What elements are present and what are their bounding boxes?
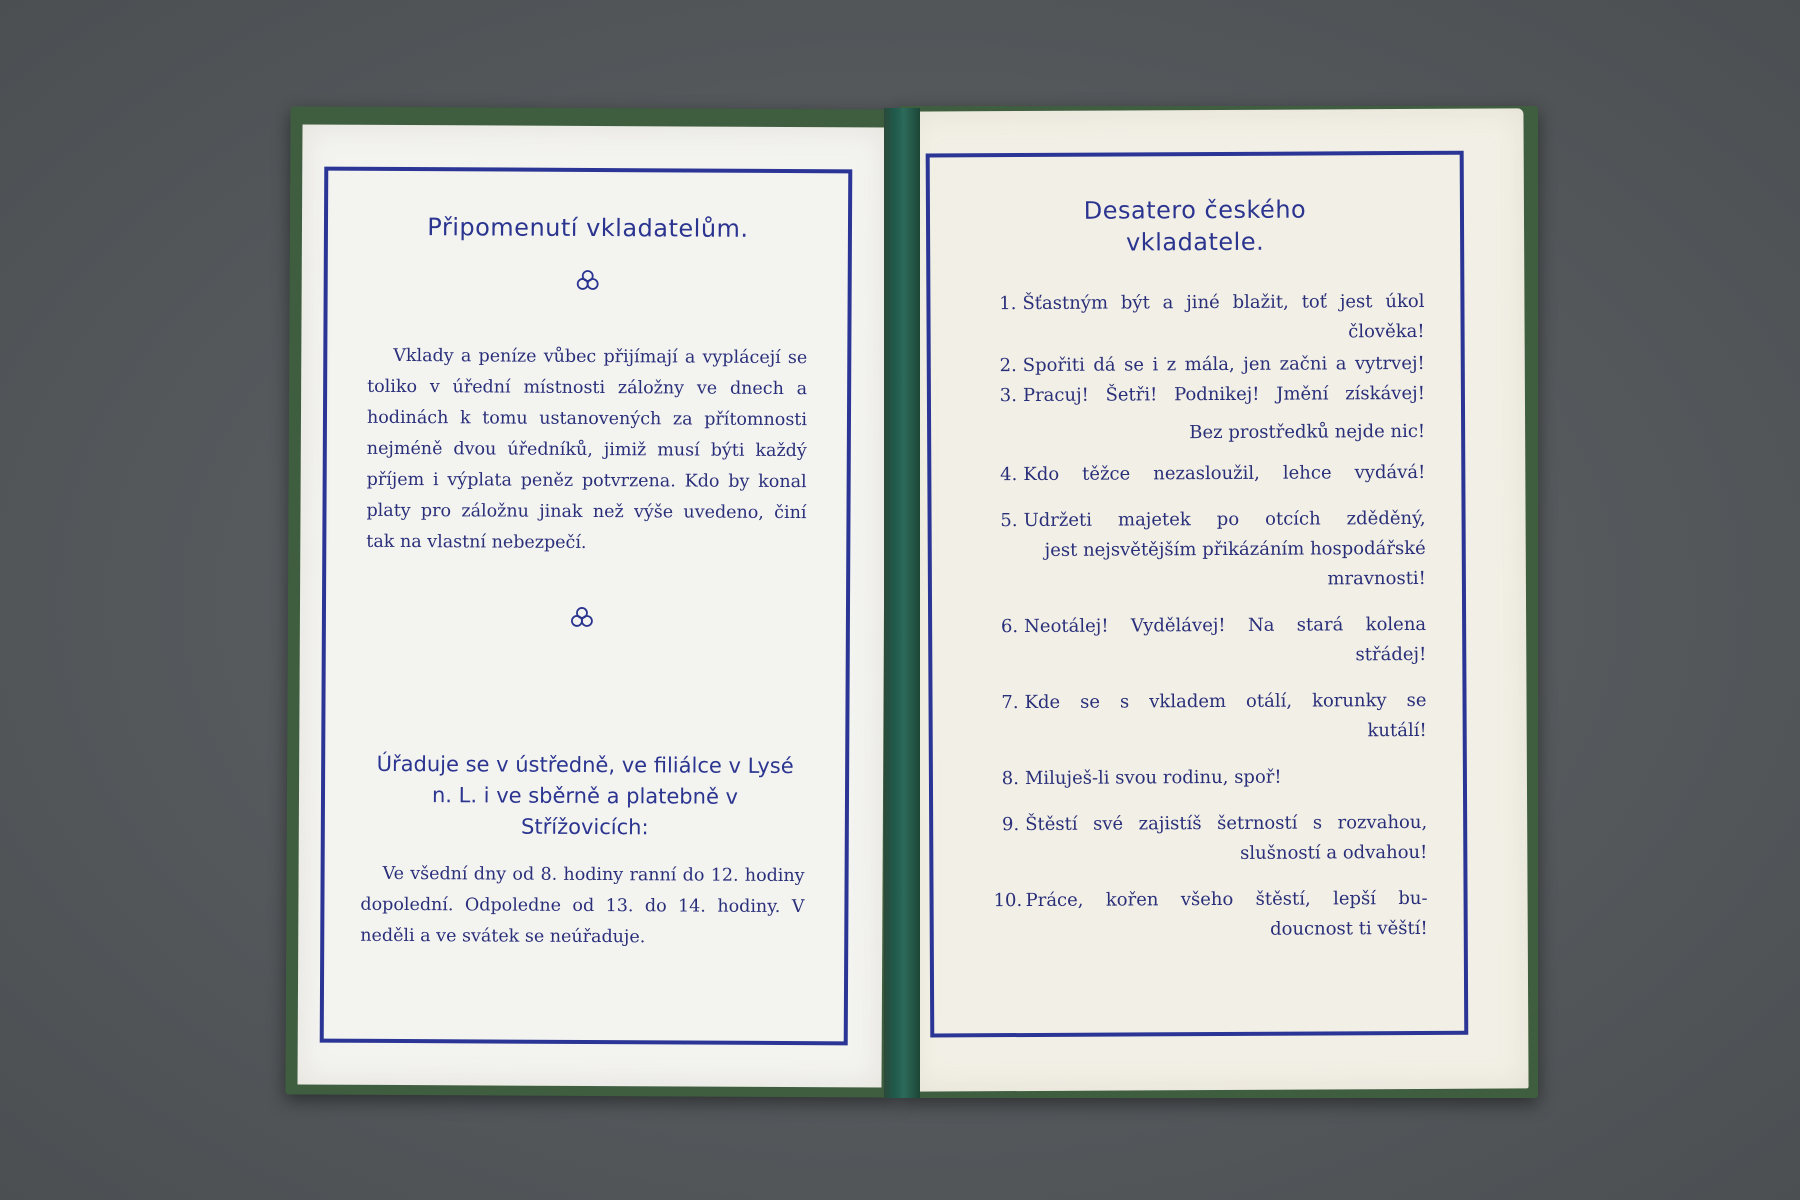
list-item — [991, 349, 1425, 381]
trefoil-ornament-icon — [575, 268, 601, 294]
list-item-number: 7. — [1001, 692, 1019, 714]
list-item-number: 4. — [1000, 464, 1018, 486]
right-page-title-line1: Desatero českého — [1083, 195, 1307, 225]
list-item — [991, 379, 1425, 411]
list-item — [993, 808, 1427, 870]
list-item-text: Udržeti majetek po otcích zděděný, — [1023, 507, 1426, 532]
right-page-title — [930, 193, 1460, 260]
list-item-text-continued: doucnost ti věští! — [1270, 917, 1428, 940]
list-item-text-continued: člověka! — [1348, 320, 1425, 343]
list-item — [990, 287, 1424, 349]
list-item-number: 1. — [999, 293, 1017, 315]
list-item-text: Neotálej! Vydělávej! Na stará kolena — [1024, 613, 1427, 638]
list-item-text: Práce, kořen všeho štěstí, lepší bu- — [1025, 887, 1428, 912]
left-page-title: Připomenutí vkladatelům. — [427, 213, 749, 243]
list-item — [992, 504, 1426, 596]
right-page — [907, 108, 1528, 1091]
trefoil-ornament-icon — [569, 605, 595, 631]
decalogue-list — [990, 287, 1427, 946]
office-locations-heading: Úřaduje se v ústředně, ve filiálce v Lysé n. L. i ve sběrně a platebně v Střížovicích: — [376, 751, 794, 840]
list-item — [993, 762, 1427, 794]
aside-motto: Bez prostředků nejde nic! — [1189, 420, 1426, 444]
list-item-text-continued: jest nejsvětějším přikázáním hospodářské mravnosti! — [1044, 537, 1426, 590]
list-item-number: 10. — [993, 890, 1023, 912]
list-item-text: Kde se s vkladem otálí, korunky se — [1024, 689, 1427, 714]
list-item — [992, 610, 1426, 672]
list-item-number: 6. — [1000, 616, 1019, 638]
list-item-number: 8. — [1001, 768, 1019, 790]
list-item-number: 9. — [1001, 814, 1020, 836]
right-page-frame — [926, 151, 1469, 1038]
list-item-text-continued: střádej! — [1355, 643, 1427, 666]
list-item — [991, 458, 1425, 490]
office-hours-paragraph: Ve všední dny od 8. hodiny ranní do 12. hodiny dopolední. Odpoledne od 13. do 14. hodiny. V neděli a ve svátek se neúřaduje. — [360, 863, 805, 948]
list-item-text: Štěstí své zajistíš šetrností s rozvahou, — [1025, 811, 1428, 836]
left-page-frame — [320, 167, 853, 1046]
list-item-text: Šťastným být a jiné blažit, toť jest úkol — [1022, 290, 1425, 315]
list-item-text: Spořiti dá se i z mála, jen začni a vytrvej! — [1022, 352, 1425, 377]
list-item-text-continued: kutálí! — [1367, 719, 1427, 742]
list-item — [992, 686, 1426, 748]
book-spine — [884, 108, 920, 1098]
right-page-title-line2: vkladatele. — [1125, 227, 1265, 257]
list-item-text: Kdo těžce nezasloužil, lehce vydává! — [1023, 461, 1426, 486]
left-page — [297, 124, 886, 1087]
deposit-notice-paragraph: Vklady a peníze vůbec přijímají a vyplácejí se toliko v úřední místnosti záložny ve dnech a hodinách k tomu ustanovených za přítomnosti nejméně dvou úředníků, jimiž musí býti každý příjem i výplata peněz potvrzena. Kdo by konal platy pro záložnu jinak než výše uvedeno, činí tak na vlastní nebezpečí. — [366, 345, 808, 553]
list-item-number: 5. — [1000, 510, 1018, 532]
list-item-number: 3. — [999, 385, 1017, 407]
list-item-text: Miluješ-li svou rodinu, spoř! — [1024, 766, 1282, 790]
list-item — [993, 884, 1427, 946]
list-item-text-continued: slušností a odvahou! — [1240, 841, 1428, 864]
list-item-number: 2. — [999, 355, 1017, 377]
list-item-text: Pracuj! Šetři! Podnikej! Jmění získávej! — [1022, 382, 1425, 407]
